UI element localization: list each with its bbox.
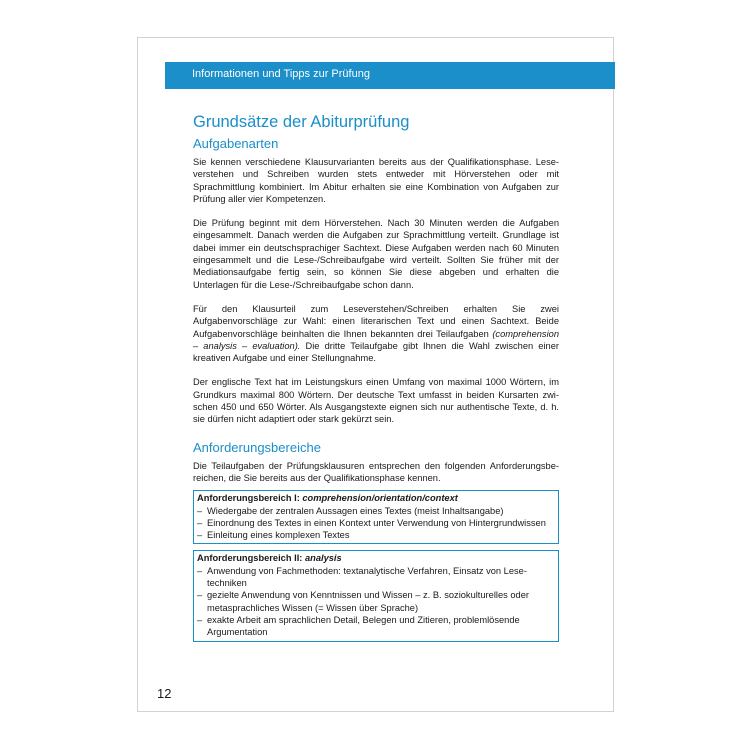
requirement-box-title (197, 552, 555, 564)
box-title-text: Anforderungsbereich I: (197, 493, 303, 504)
requirement-list (197, 505, 555, 542)
paragraph: Sie kennen verschiedene Klausurvarianten bereits aus der Qualifikationsphase. Leseverstehen und Schreiben wurden stets entweder mit Hörverstehen oder mit Sprachmittlung kombiniert. Im Abitur erhalten sie eine Kombination von Aufgaben zur Prüfung aller vier Kompetenzen. (193, 157, 559, 204)
list-item: – gezielte Anwendung von Kenntnissen und Wissen – z. B. soziokulturelles oder metasprachliches Wissen (= Wissen über Sprache) (197, 589, 555, 614)
paragraph: Der englische Text hat im Leistungskurs einen Umfang von maximal 1000 Wörtern, im Grundkurs maximal 800 Wörtern. Der deutsche Text umfasst in beiden Kursarten zwischen 450 und 650 Wörter. Als Ausgangstexte eignen sich nur authentische Texte, d. h. sie dürfen nicht adaptiert oder stark gekürzt sein. (193, 377, 559, 425)
list-item: – Wiedergabe der zentralen Aussagen eines Textes (meist Inhaltsangabe) (197, 505, 555, 517)
header-banner-text: Informationen und Tipps zur Prüfung (192, 68, 370, 80)
box-title-italic: comprehension/orientation/context (302, 493, 458, 504)
section-heading-aufgabenarten: Aufgabenarten (193, 136, 279, 151)
list-item: – Anwendung von Fachmethoden: textanalytische Verfahren, Einsatz von Lesetechniken (197, 565, 555, 590)
requirement-list (197, 565, 555, 639)
list-item: – exakte Arbeit am sprachlichen Detail, Belegen und Zitieren, problemlösende Argumentation (197, 614, 555, 639)
box-title-text: Anforderungsbereich II: (197, 553, 305, 564)
paragraph: Die Prüfung beginnt mit dem Hörverstehen. Nach 30 Minuten werden die Aufgaben eingesammelt. Danach werden die Aufgaben zur Sprachmittlung verteilt. Grundlage ist dabei immer ein deutschsprachiger Sachtext. Diese Aufgaben werden nach 60 Minuten eingesammelt und die Lese-/Schreibaufgabe wird verteilt. Sollten Sie früher mit der Mediationsaufgabe fertig sein, so können Sie diese abgeben und erhalten die Unterlagen für die Lese-/Schreibaufgabe schon dann. (193, 218, 559, 290)
paragraph-text: Für den Klausurteil zum Leseverstehen/Schreiben erhalten Sie zwei Aufgabenvorschläge zur Wahl: einen literarischen Text und einen Sachtext. Beide Aufgabenvorschläge beinhalten die Ihnen bekannten drei Teilaufgaben (193, 303, 559, 339)
page-title: Grundsätze der Abiturprüfung (193, 113, 410, 131)
paragraph-intro: Die Teilaufgaben der Prüfungsklausuren entsprechen den folgenden Anforderungsbereichen, die Sie bereits aus der Qualifikationsphase kennen. (193, 460, 559, 483)
list-item: – Einleitung eines komplexen Textes (197, 529, 555, 541)
page-content (193, 112, 559, 642)
header-banner (165, 62, 615, 89)
requirement-box-title (197, 492, 555, 504)
page-number: 12 (157, 686, 172, 701)
paragraph-teilaufgaben (193, 303, 559, 364)
section-heading-anforderungsbereiche: Anforderungsbereiche (193, 439, 321, 455)
requirement-box-1 (193, 490, 559, 544)
paragraph-text: Die dritte Teilaufgabe gibt Ihnen die Wahl zwischen einer kreativen Aufgabe und einer Stellungnahme. (193, 340, 559, 364)
paragraph-italic-text: (comprehension – analysis – evaluation). (193, 328, 559, 351)
box-title-italic: analysis (304, 553, 342, 564)
list-item: – Einordnung des Textes in einen Kontext unter Verwendung von Hintergrundwissen (197, 517, 555, 529)
requirement-box-2 (193, 550, 559, 641)
